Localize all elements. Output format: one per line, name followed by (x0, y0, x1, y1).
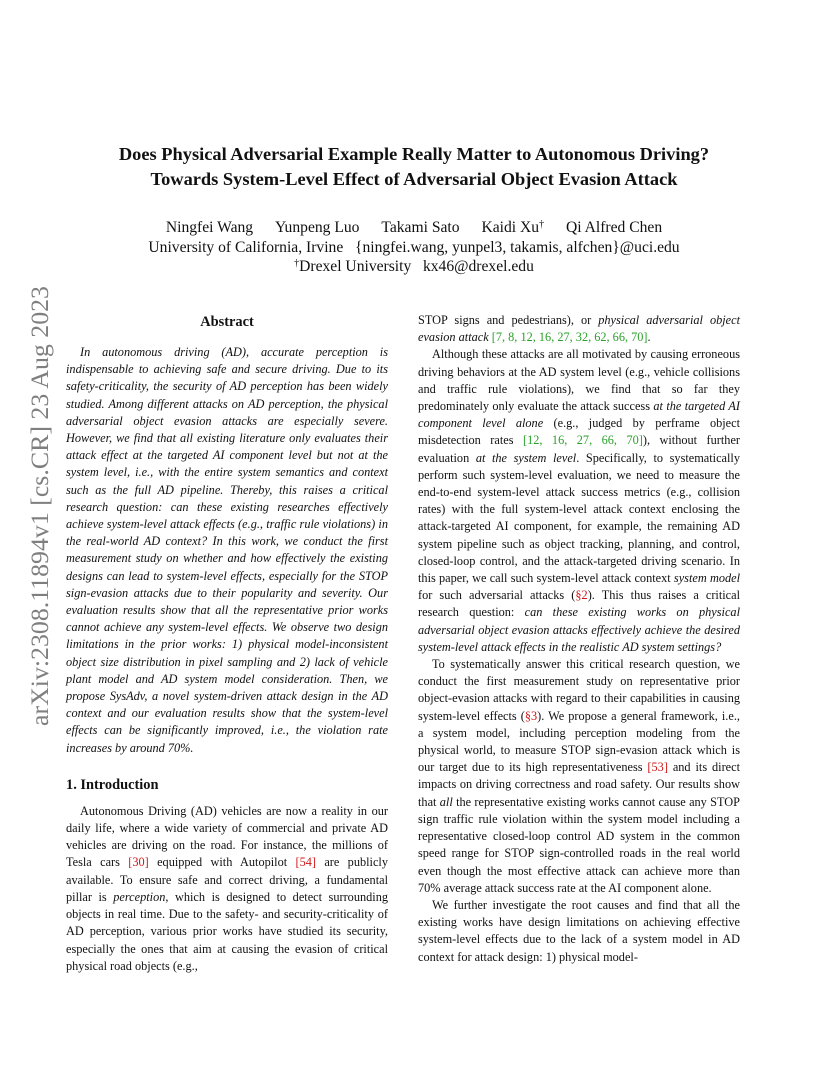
citation-link[interactable]: [7, 8, 12, 16, 27, 32, 62, 66, 70] (491, 330, 648, 345)
citation-link[interactable]: [12, 16, 27, 66, 70] (523, 433, 643, 448)
abstract-heading: Abstract (200, 314, 254, 330)
affiliation-line-1: University of California, Irvine {ningfei.wang, yunpel3, takamis, alfchen}@uci.edu (148, 238, 680, 256)
author-names (62, 218, 766, 238)
author-name: Yunpeng Luo (275, 219, 360, 236)
arxiv-identifier-stamp[interactable] (18, 283, 58, 728)
intro-paragraph-2: Although these attacks are all motivated by causing erroneous driving behaviors at the AD system level (e.g., vehicle collisions and traffic rule violations), we find that so far they predominately only evaluate the attack success at the targeted AI component level alone (e.g., judged by perframe object misdetection rates [12, 16, 27, 66, 70]), without further evaluation at the system level. Specifically, to systematically perform such system-level evaluation, we need to measure the end-to-end system-level attack success metrics (e.g., collision rates) with the full system-level attack context enclosing the attack-targeted AI component, for example, the remaining AD system pipeline such as object tracking, planning, and control, closed-loop control, and the attack-targeted driving scenario. In this paper, we call such system-level attack context system model for such adversarial attacks (§2). This thus raises a critical research question: can these existing works on physical adversarial object evasion attacks effectively achieve the desired system-level attack effects in the realistic AD system settings? (418, 347, 740, 654)
intro-paragraph-1: Autonomous Driving (AD) vehicles are now a reality in our daily life, where a wide variety of commercial and private AD vehicles are driving on the road. For instance, the millions of Tesla cars [30] equipped with Autopilot [54] are publicly available. To ensure safe and correct driving, a fundamental pillar is perception, which is designed to detect surrounding objects in real time. Due to the safety- and security-criticality of AD perception, various prior works have studied its security, especially the ones that aim at causing the evasion of critical physical road objects (e.g., (66, 803, 388, 973)
author-block (62, 218, 766, 277)
citation-link[interactable]: [30] (128, 855, 149, 870)
author-name: Ningfei Wang (165, 219, 254, 236)
author-name: Qi Alfred Chen (565, 219, 663, 236)
dagger-mark: † (539, 219, 545, 230)
introduction-heading: 1. Introduction (66, 776, 159, 793)
arxiv-id-text: arXiv:2308.11894v1 [cs.CR] 23 Aug 2023 (27, 300, 54, 726)
dagger-mark: † (294, 258, 300, 269)
author-name: Takami Sato (381, 219, 460, 236)
intro-paragraph-4: We further investigate the root causes and find that all the existing works have design limitations on achieving effective system-level effects due to the lack of a system model in AD context for attack design: 1) physical model- (418, 897, 740, 964)
right-column (418, 312, 740, 966)
section-reference-link[interactable]: §2 (575, 588, 588, 603)
citation-link[interactable]: [53] (647, 760, 668, 775)
title-line-2: Towards System-Level Effect of Adversarial Object Evasion Attack (150, 169, 678, 189)
affiliation-line-2: †Drexel University kx46@drexel.edu (294, 258, 534, 275)
intro-paragraph-3: To systematically answer this critical research question, we conduct the first measurement study on representative prior object-evasion attacks with regard to their capabilities in causing system-level effects (§3). We propose a general framework, i.e., a system model, including perception modeling from the physical world, to measure STOP sign-evasion attack which is our target due to its high representativeness [53] and its direct impacts on driving correctness and road safety. Our results show that all the representative existing works cannot cause any STOP sign traffic rule violation within the system model including a representative closed-loop control AD system in the common speed range for STOP sign-controlled roads in the real world even though the most effective attack can achieve more than 70% average attack success rate at the AI component alone. (418, 657, 740, 895)
left-column (66, 312, 388, 975)
intro-continuation: STOP signs and pedestrians), or physical adversarial object evasion attack [7, 8, 12, 16, 27, 32, 62, 66, 70]. (418, 313, 740, 345)
author-name: Kaidi Xu† (481, 219, 545, 236)
citation-link[interactable]: [54] (295, 855, 316, 870)
abstract-text: In autonomous driving (AD), accurate perception is indispensable to achieving safe and secure driving. Due to its safety-criticality, the security of AD perception has been widely studied. Among different attacks on AD perception, the physical adversarial object evasion attacks are especially severe. However, we find that all existing literature only evaluates their attack effect at the targeted AI component level but not at the system level, i.e., with the entire system semantics and context such as the full AD pipeline. Thereby, this raises a critical research question: can these existing researches effectively achieve system-level attack effects (e.g., traffic rule violations) in the real-world AD context? In this work, we conduct the first measurement study on whether and how effectively the existing designs can lead to system-level effects, especially for the STOP sign-evasion attacks due to their popularity and severity. Our evaluation results show that all the representative prior works cannot achieve any system-level effects. We observe two design limitations in the prior works: 1) physical model-inconsistent object size distribution in pixel sampling and 2) lack of vehicle plant model and AD system model consideration. Then, we propose SysAdv, a novel system-driven attack design in the AD context and our evaluation results show that the system-level effects can be significantly improved, i.e., the violation rate increases by around 70%. (66, 345, 388, 755)
title-line-1: Does Physical Adversarial Example Really Matter to Autonomous Driving? (118, 144, 710, 164)
section-reference-link[interactable]: §3 (524, 708, 538, 723)
paper-title (62, 142, 766, 192)
